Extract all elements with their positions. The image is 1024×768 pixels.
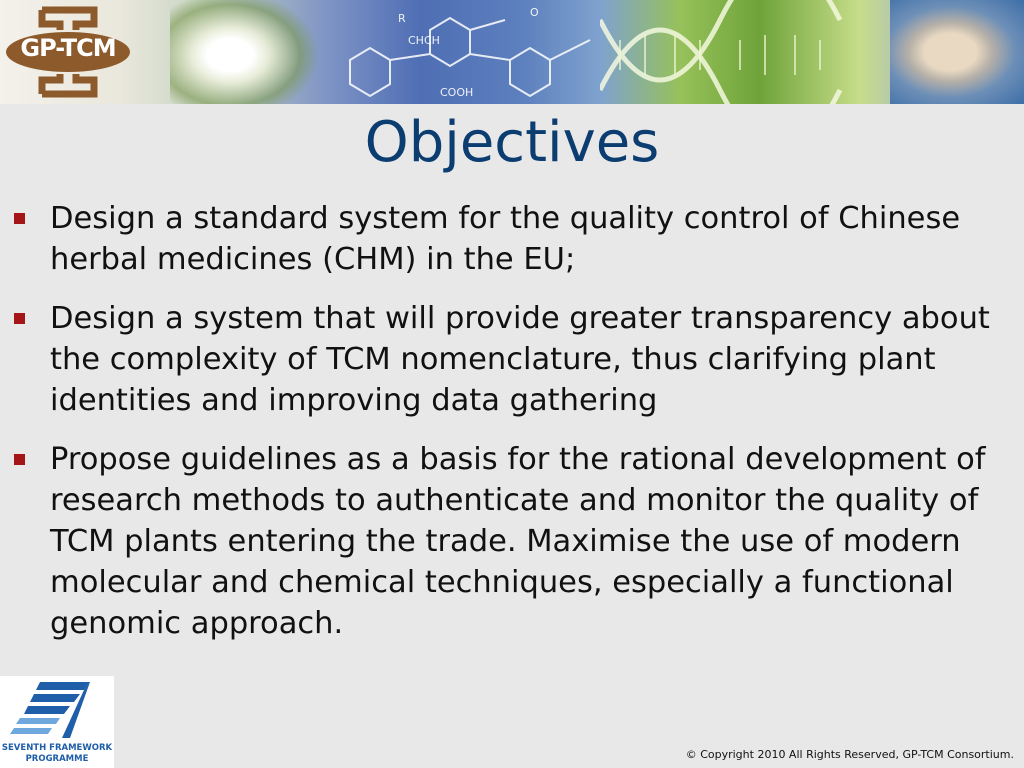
svg-text:R: R bbox=[398, 12, 406, 25]
bullet-text: Propose guidelines as a basis for the rational development of research methods to authenticate and monitor the quality of TCM plants entering the trade. Maximise the use of modern molecular and chemical techniques, especially a functional genomic approach. bbox=[50, 442, 986, 641]
fp7-label-line1: SEVENTH FRAMEWORK bbox=[1, 743, 113, 753]
svg-text:O: O bbox=[530, 6, 539, 19]
list-item bbox=[10, 198, 1010, 280]
header-banner bbox=[0, 0, 1024, 104]
acupuncture-face-image bbox=[890, 0, 1024, 104]
objectives-list bbox=[10, 198, 1010, 662]
gp-tcm-logo-text: GP-TCM bbox=[20, 34, 116, 62]
list-item bbox=[10, 439, 1010, 644]
list-item bbox=[10, 298, 1010, 421]
dna-helix-image bbox=[600, 0, 890, 104]
svg-text:CHCH: CHCH bbox=[408, 34, 440, 47]
molecule-structure-image bbox=[330, 0, 600, 104]
square-bullet-icon bbox=[14, 213, 25, 224]
square-bullet-icon bbox=[14, 313, 25, 324]
fp7-seven-icon bbox=[0, 676, 114, 742]
copyright-text: © Copyright 2010 All Rights Reserved, GP-TCM Consortium. bbox=[685, 748, 1014, 761]
flower-image bbox=[170, 0, 320, 104]
bullet-text: Design a standard system for the quality control of Chinese herbal medicines (CHM) in the EU; bbox=[50, 201, 961, 277]
fp7-logo bbox=[0, 676, 114, 768]
svg-text:COOH: COOH bbox=[440, 86, 474, 99]
slide-title: Objectives bbox=[364, 110, 660, 175]
bullet-text: Design a system that will provide greater transparency about the complexity of TCM nomenclature, thus clarifying plant identities and improving data gathering bbox=[50, 301, 990, 418]
square-bullet-icon bbox=[14, 454, 25, 465]
fp7-label-line2: PROGRAMME bbox=[25, 754, 89, 764]
